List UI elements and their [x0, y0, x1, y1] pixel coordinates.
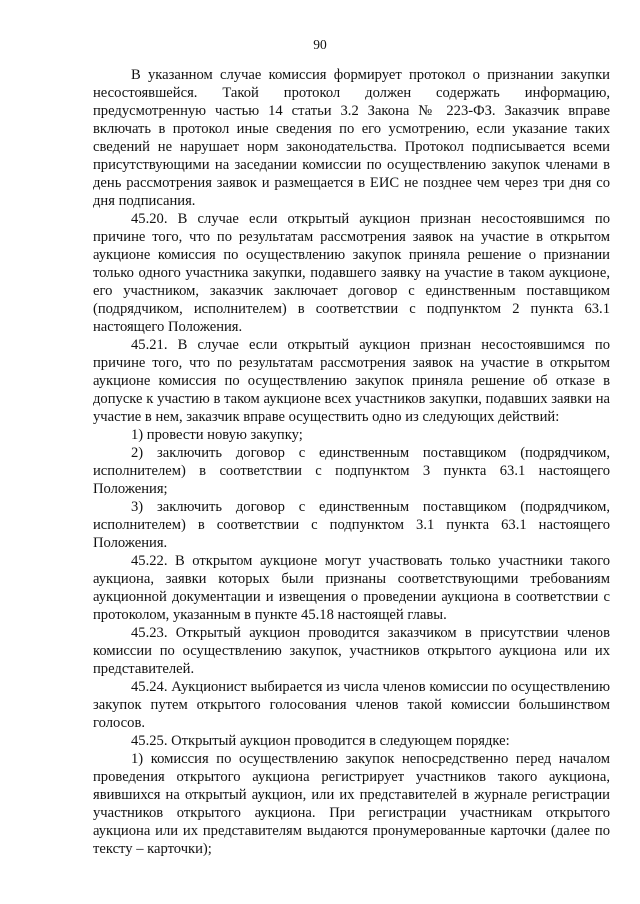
- list-item-new-purchase: 1) провести новую закупку;: [131, 427, 303, 443]
- document-body: [93, 66, 610, 858]
- paragraph-protocol-failed-purchase: В указанном случае комиссия формирует протокол о признании закупки несостоявшейся. Такой протокол должен содержать информацию, предусмотренную частью 14 статьи 3.2 Закона № 223-ФЗ. Заказчик вправе включать в протокол иные сведения по его усмотрению, если указание таких сведений не нарушает норм законодательства. Протокол подписывается всеми присутствующими на заседании комиссии по осуществлению закупок членами в день рассмотрения заявок и размещается в ЕИС не позднее чем через три дня со дня подписания.: [93, 67, 610, 209]
- paragraph-45-20: 45.20. В случае если открытый аукцион признан несостоявшимся по причине того, что по результатам рассмотрения заявок на участие в открытом аукционе комиссия по осуществлению закупок приняла решение о признании только одного участника закупки, подавшего заявку на участие в таком аукционе, его участником, заказчик заключает договор с единственным поставщиком (подрядчиком, исполнителем) в соответствии с подпунктом 2 пункта 63.1 настоящего Положения.: [93, 211, 610, 335]
- list-item-registration: 1) комиссия по осуществлению закупок непосредственно перед началом проведения открытого аукциона регистрирует участников такого аукциона, явившихся на открытый аукцион, или их представителей в журнале регистрации участников открытого аукциона. При регистрации участникам открытого аукциона или их представителям выдаются пронумерованные карточки (далее по тексту – карточки);: [93, 751, 610, 857]
- paragraph-45-24: 45.24. Аукционист выбирается из числа членов комиссии по осуществлению закупок путем открытого голосования членов такой комиссии большинством голосов.: [93, 679, 610, 731]
- paragraph-45-21: 45.21. В случае если открытый аукцион признан несостоявшимся по причине того, что по результатам рассмотрения заявок на участие в открытом аукционе комиссия по осуществлению закупок приняла решение об отказе в допуске к участию в таком аукционе всех участников закупки, подавших заявки на участие в нем, заказчик вправе осуществить одно из следующих действий:: [93, 337, 610, 425]
- paragraph-45-22: 45.22. В открытом аукционе могут участвовать только участники такого аукциона, заявки которых были признаны соответствующими требованиям аукционной документации и извещения о проведении аукциона в соответствии с протоколом, указанным в пункте 45.18 настоящей главы.: [93, 553, 610, 623]
- list-item-single-supplier-3-1: 3) заключить договор с единственным поставщиком (подрядчиком, исполнителем) в соответствии с подпунктом 3.1 пункта 63.1 настоящего Положения.: [93, 499, 610, 551]
- list-item-single-supplier-3: 2) заключить договор с единственным поставщиком (подрядчиком, исполнителем) в соответствии с подпунктом 3 пункта 63.1 настоящего Положения;: [93, 445, 610, 497]
- paragraph-45-23: 45.23. Открытый аукцион проводится заказчиком в присутствии членов комиссии по осуществлению закупок, участников открытого аукциона или их представителей.: [93, 625, 610, 677]
- page-number: 90: [313, 37, 327, 52]
- paragraph-45-25: 45.25. Открытый аукцион проводится в следующем порядке:: [131, 733, 510, 749]
